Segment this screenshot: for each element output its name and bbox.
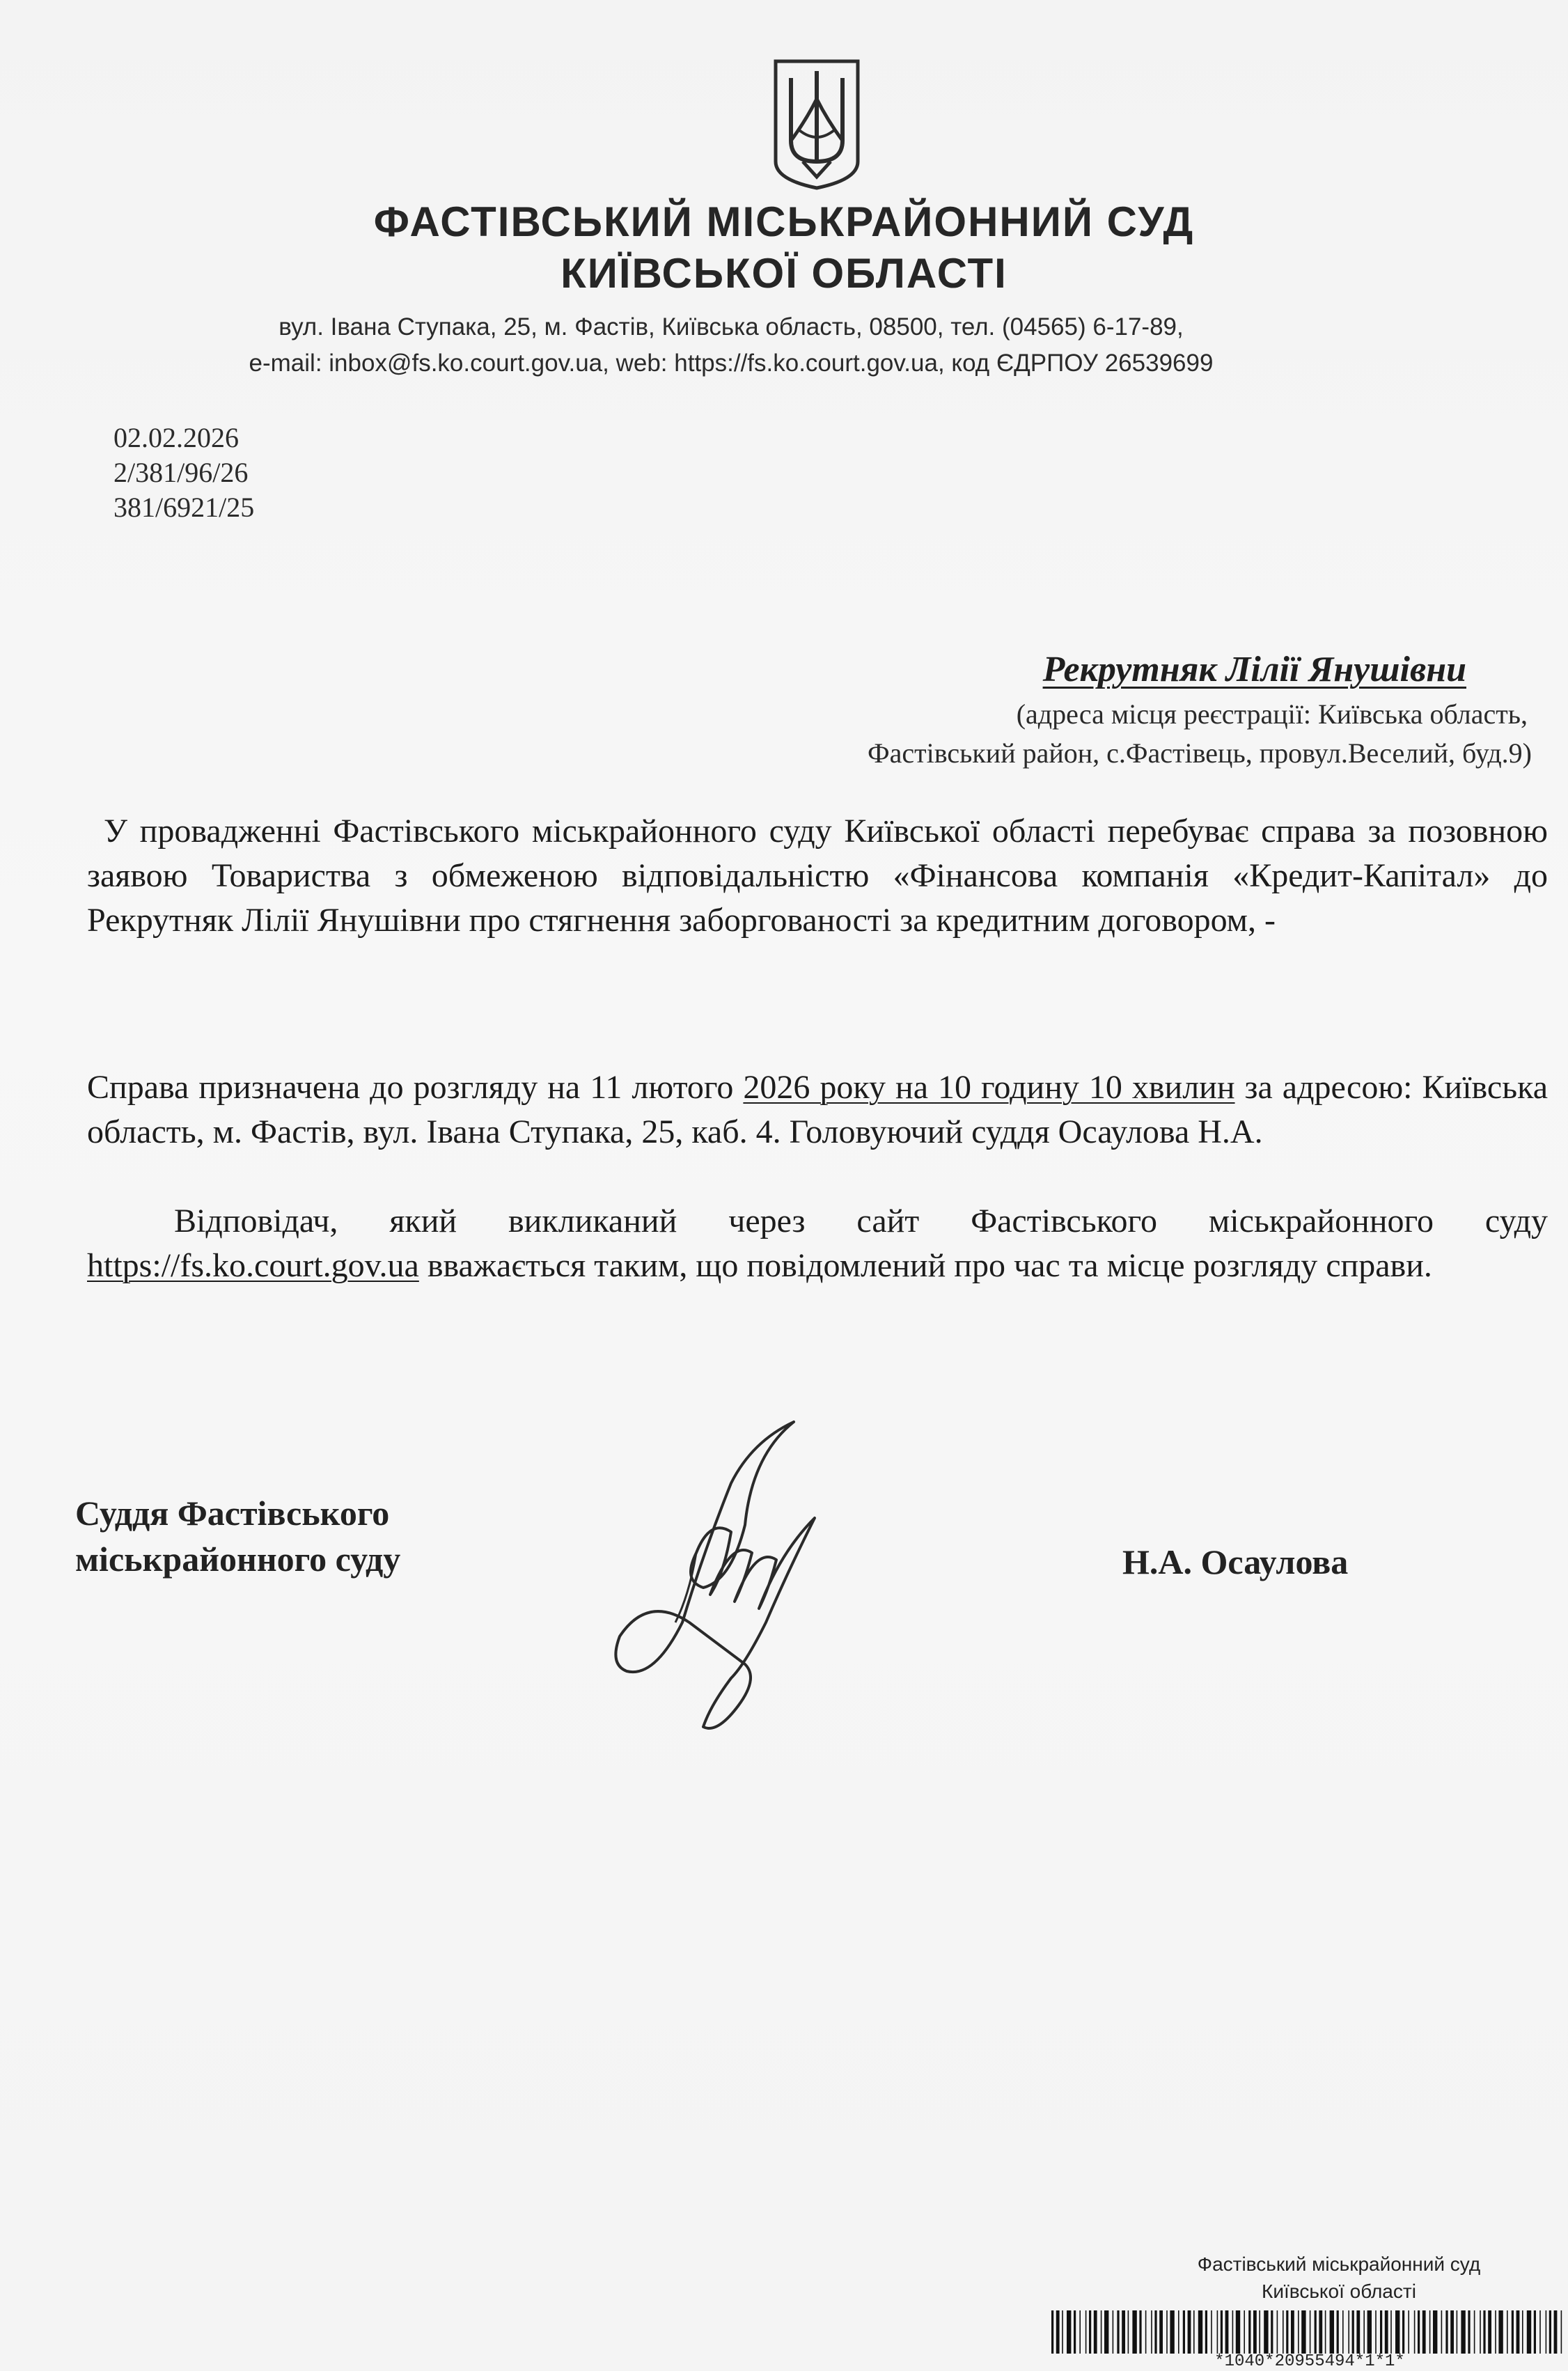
court-name-line1: ФАСТІВСЬКИЙ МІСЬКРАЙОННИЙ СУД xyxy=(373,198,1195,245)
judge-title-line2: міськрайонного суду xyxy=(75,1540,401,1579)
court-website-link[interactable]: https://fs.ko.court.gov.ua xyxy=(87,1247,419,1284)
addressee-address-line1: (адреса місця реєстрації: Київська область, xyxy=(1016,698,1528,730)
paragraph-notice xyxy=(87,1199,1548,1288)
hearing-time: 2026 року на 10 годину 10 хвилин xyxy=(743,1069,1235,1106)
judge-title-line1: Суддя Фастівського xyxy=(75,1494,390,1533)
notice-text-start: Відповідач, який викликаний через сайт Фастівського міськрайонного суду xyxy=(174,1203,1548,1239)
judge-title xyxy=(75,1490,400,1582)
stamp-region: Київської області xyxy=(1262,2280,1416,2302)
barcode-number: *1040*20955494*1*1* xyxy=(1214,2352,1405,2371)
barcode xyxy=(1051,2310,1568,2354)
judge-name: Н.А. Осаулова xyxy=(1122,1542,1349,1581)
hearing-text-end: за адресою: Київська область, м. Фастів, вул. Івана Ступака, 25, каб. 4. Головуючий суддя Осаулова Н.А. xyxy=(87,1069,1549,1150)
notice-text-end: вважається таким, що повідомлений про час та місце розгляду справи. xyxy=(418,1247,1432,1284)
handwritten-signature xyxy=(606,1414,836,1741)
trident-emblem-icon xyxy=(771,57,862,191)
paragraph-case: У провадженні Фастівського міськрайонного суду Київської області перебуває справа за позовною заявою Товариства з обмеженою відповідальністю «Фінансова компанія «Кредит-Капітал» до Рекрутняк Лілії Янушівни про стягнення заборгованості за кредитним договором, - xyxy=(87,813,1548,939)
court-address: вул. Івана Ступака, 25, м. Фастів, Київська область, 08500, тел. (04565) 6-17-89, xyxy=(279,313,1184,341)
paragraph-hearing xyxy=(87,1065,1548,1155)
court-name-line2: КИЇВСЬКОЇ ОБЛАСТІ xyxy=(560,250,1008,297)
reference-block xyxy=(113,421,254,525)
case-number: 381/6921/25 xyxy=(113,492,255,523)
addressee-name: Рекрутняк Лілії Янушівни xyxy=(1042,650,1466,689)
reference-number: 2/381/96/26 xyxy=(113,457,249,488)
stamp-court-name: Фастівський міськрайонний суд xyxy=(1197,2253,1481,2275)
document-date: 02.02.2026 xyxy=(113,422,239,453)
hearing-text-start: Справа призначена до розгляду на 11 лютого xyxy=(87,1069,744,1106)
court-contacts: e-mail: inbox@fs.ko.court.gov.ua, web: https://fs.ko.court.gov.ua, код ЄДРПОУ 26539699 xyxy=(249,350,1214,377)
addressee-address-line2: Фастівський район, с.Фастівець, провул.Веселий, буд.9) xyxy=(868,737,1532,769)
